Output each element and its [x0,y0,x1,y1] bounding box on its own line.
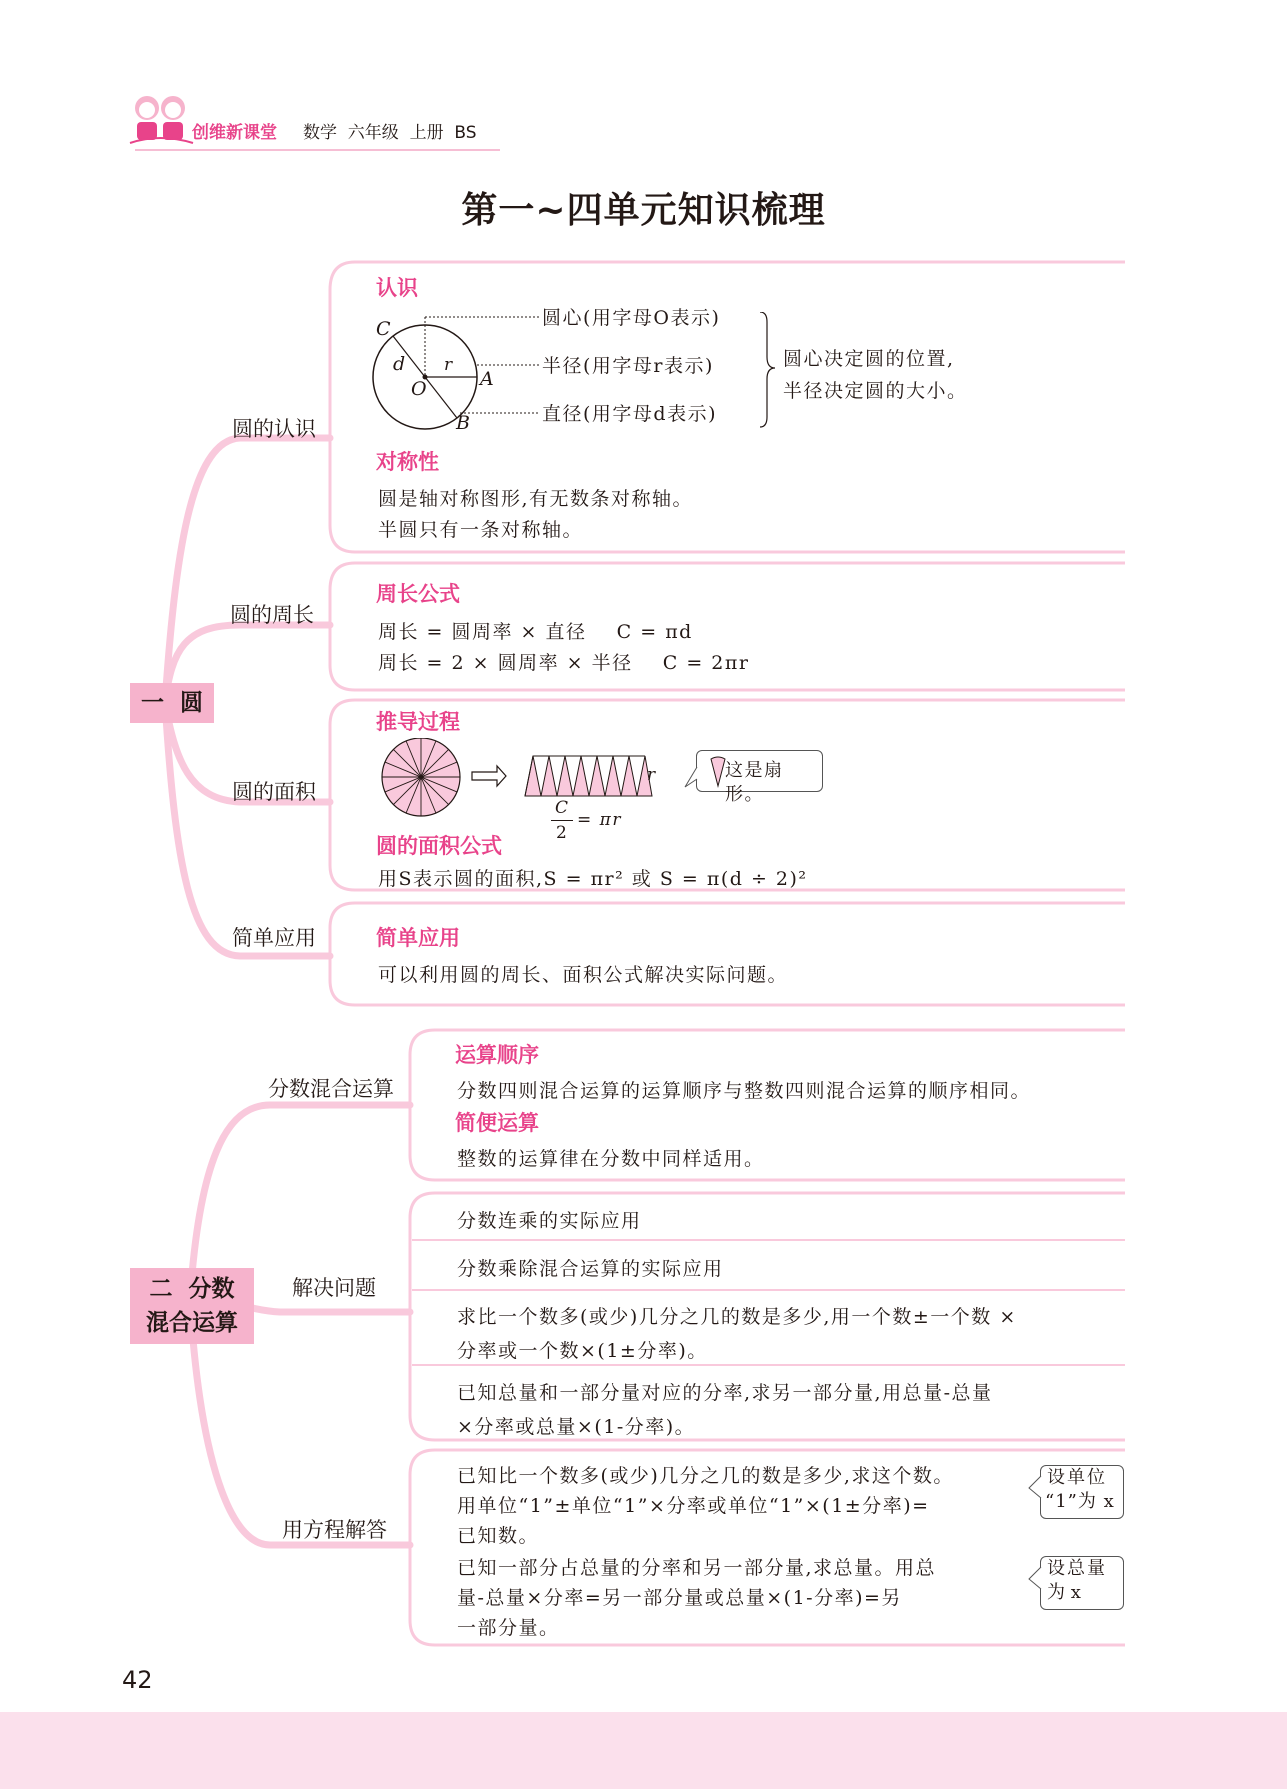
sector-callout [696,750,823,805]
callout-pointer [683,765,698,795]
summary-line-1: 圆心决定圆的位置, [783,348,955,370]
branch-mixed: 分数混合运算 [268,1077,394,1101]
symmetry-line-2: 半圆只有一条对称轴。 [378,519,584,541]
mascot-logo-icon [125,88,197,150]
section-head-recognize: 认识 [376,276,418,300]
equation-a-line2: 用单位“1”±单位“1”×分率或单位“1”×(1±分率)= [457,1495,930,1517]
section-head-order: 运算顺序 [455,1043,539,1067]
sector-callout-text: 这是扇形。 [725,760,784,805]
callout-pointer-a [1027,1474,1042,1504]
derivation-r-label: r [647,765,657,785]
solve-item-4-line2: ×分率或总量×(1-分率)。 [457,1416,696,1438]
fraction-bar [551,820,573,821]
section-head-symmetry: 对称性 [376,450,439,474]
fraction-numerator: C [555,798,570,818]
diagram-label-c: C [376,318,393,340]
header-brand: 创维新课堂 [192,123,277,143]
solve-item-3-line2: 分率或一个数×(1±分率)。 [457,1340,708,1362]
diagram-label-b: B [456,412,472,434]
branch-solve: 解决问题 [292,1276,376,1300]
symmetry-line-1: 圆是轴对称图形,有无数条对称轴。 [378,488,694,510]
equation-b-line3: 一部分量。 [457,1617,560,1639]
unit2-root-line2: 混合运算 [146,1310,238,1336]
derivation-diagram [380,738,670,828]
perimeter-formula-2: 周长 = 2 × 圆周率 × 半径 C = 2πr [378,652,750,674]
diagram-label-d: d [393,353,407,375]
area-formula: 用S表示圆的面积,S = πr² 或 S = π(d ÷ 2)² [378,868,808,890]
perimeter-formula-1: 周长 = 圆周率 × 直径 C = πd [378,621,693,643]
section-head-derivation: 推导过程 [376,710,460,734]
simplify-line: 整数的运算律在分数中同样适用。 [457,1148,765,1170]
equation-b-callout-line2: 为 x [1047,1582,1081,1603]
equation-a-line3: 已知数。 [457,1525,540,1547]
header-info: 数学 六年级 上册 BS [303,123,477,143]
center-definition: 圆心(用字母O表示) [542,307,721,329]
apply-line: 可以利用圆的周长、面积公式解决实际问题。 [378,964,789,986]
solve-item-3-line1: 求比一个数多(或少)几分之几的数是多少,用一个数±一个数 × [457,1306,1017,1328]
section-head-area-formula: 圆的面积公式 [376,834,502,858]
branch-perimeter: 圆的周长 [230,603,314,627]
unit2-root [130,1268,254,1344]
diameter-definition: 直径(用字母d表示) [542,403,717,425]
equation-a-line1: 已知比一个数多(或少)几分之几的数是多少,求这个数。 [457,1465,954,1487]
unit1-root: 一 圆 [130,683,214,723]
diagram-label-r: r [444,355,454,375]
fraction-denominator: 2 [556,823,569,843]
branch-area: 圆的面积 [232,780,316,804]
equation-b-callout [1040,1556,1124,1610]
page-title: 第一~四单元知识梳理 [461,190,826,231]
equation-b-callout-line1: 设总量 [1047,1558,1107,1579]
branch-equation: 用方程解答 [282,1518,387,1542]
section-head-simplify: 简便运算 [455,1111,539,1135]
solve-item-4-line1: 已知总量和一部分量对应的分率,求另一部分量,用总量-总量 [457,1382,993,1404]
solve-item-2: 分数乘除混合运算的实际应用 [457,1258,724,1280]
callout-pointer-b [1027,1565,1042,1595]
equation-b-line2: 量-总量×分率=另一部分量或总量×(1-分率)=另 [457,1587,902,1609]
page-number: 42 [122,1666,153,1694]
diagram-label-o: O [411,378,429,400]
unit2-root-line1: 二 分数 [149,1276,235,1302]
order-line: 分数四则混合运算的运算顺序与整数四则混合运算的顺序相同。 [457,1080,1032,1102]
section-head-apply: 简单应用 [376,926,460,950]
equation-a-callout-line1: 设单位 [1047,1467,1107,1488]
summary-line-2: 半径决定圆的大小。 [783,380,968,402]
fraction-equals: = πr [577,810,622,830]
equation-a-callout [1040,1465,1124,1519]
branch-recognize: 圆的认识 [232,417,316,441]
solve-item-1: 分数连乘的实际应用 [457,1210,642,1232]
radius-definition: 半径(用字母r表示) [542,355,714,377]
equation-a-callout-line2: “1”为 x [1045,1491,1115,1512]
branch-apply: 简单应用 [232,926,316,950]
section-head-perimeter: 周长公式 [376,582,460,606]
diagram-label-a: A [480,368,496,390]
equation-b-line1: 已知一部分占总量的分率和另一部分量,求总量。用总 [457,1557,937,1579]
